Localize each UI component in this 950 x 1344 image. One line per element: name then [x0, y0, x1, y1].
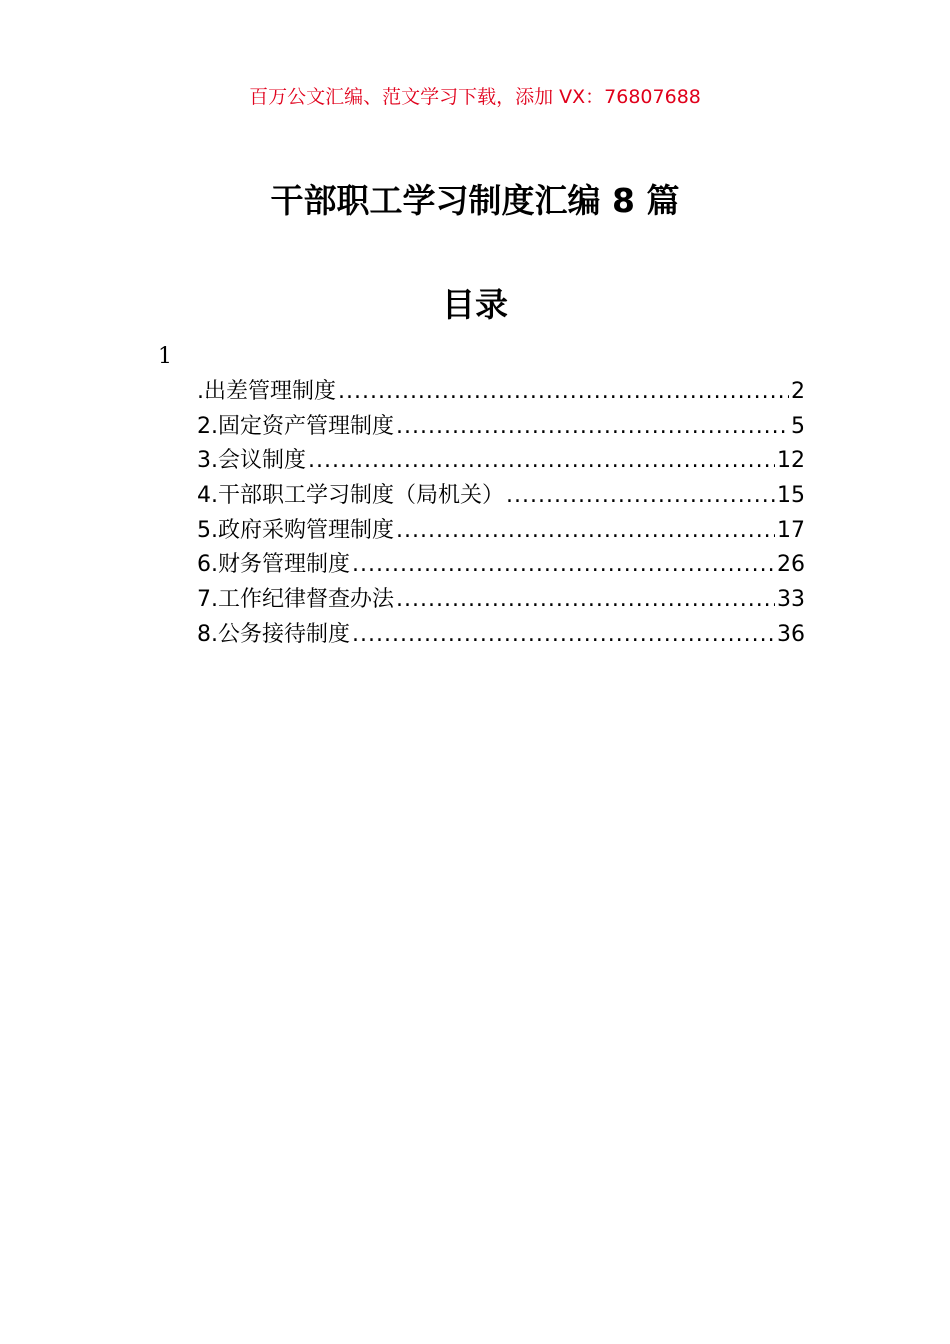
toc-leader-dots [352, 548, 775, 582]
toc-item-label: 7.工作纪律督查办法 [197, 587, 394, 613]
toc-item-page: 26 [777, 552, 805, 578]
toc-item-7[interactable] [197, 583, 805, 618]
toc-item-2[interactable] [197, 410, 805, 445]
table-of-contents [197, 375, 805, 653]
toc-item-page: 12 [777, 448, 805, 474]
toc-item-label: 6.财务管理制度 [197, 552, 350, 578]
toc-item-label: 2.固定资产管理制度 [197, 413, 394, 439]
toc-item-label: 4.干部职工学习制度（局机关） [197, 483, 504, 509]
toc-leader-dots [338, 375, 789, 409]
toc-item-6[interactable] [197, 548, 805, 583]
toc-item-page: 15 [777, 483, 805, 509]
header-note: 百万公文汇编、范文学习下载，添加 VX：76807688 [249, 86, 701, 108]
document-title: 干部职工学习制度汇编 8 篇 [270, 181, 680, 220]
toc-item-page: 17 [777, 517, 805, 543]
toc-item-1[interactable] [197, 375, 805, 410]
toc-item-label: .出差管理制度 [197, 379, 336, 404]
toc-leader-dots [308, 444, 775, 478]
toc-item-page: 2 [791, 379, 805, 404]
toc-leader-dots [352, 618, 775, 652]
toc-item-3[interactable] [197, 444, 805, 479]
toc-leader-dots [396, 410, 789, 444]
toc-leader-dots [396, 583, 775, 617]
toc-item-label: 8.公务接待制度 [197, 621, 350, 647]
toc-item-label: 3.会议制度 [197, 448, 306, 474]
toc-item-page: 36 [777, 621, 805, 647]
toc-item-page: 5 [791, 413, 805, 439]
toc-heading: 目录 [442, 285, 508, 324]
toc-leader-dots [396, 514, 775, 548]
toc-item-4[interactable] [197, 479, 805, 514]
toc-item-label: 5.政府采购管理制度 [197, 517, 394, 543]
toc-item-8[interactable] [197, 618, 805, 653]
toc-leader-dots [506, 479, 775, 513]
toc-item-page: 33 [777, 587, 805, 613]
toc-item-5[interactable] [197, 514, 805, 549]
stray-number: 1 [158, 344, 172, 369]
